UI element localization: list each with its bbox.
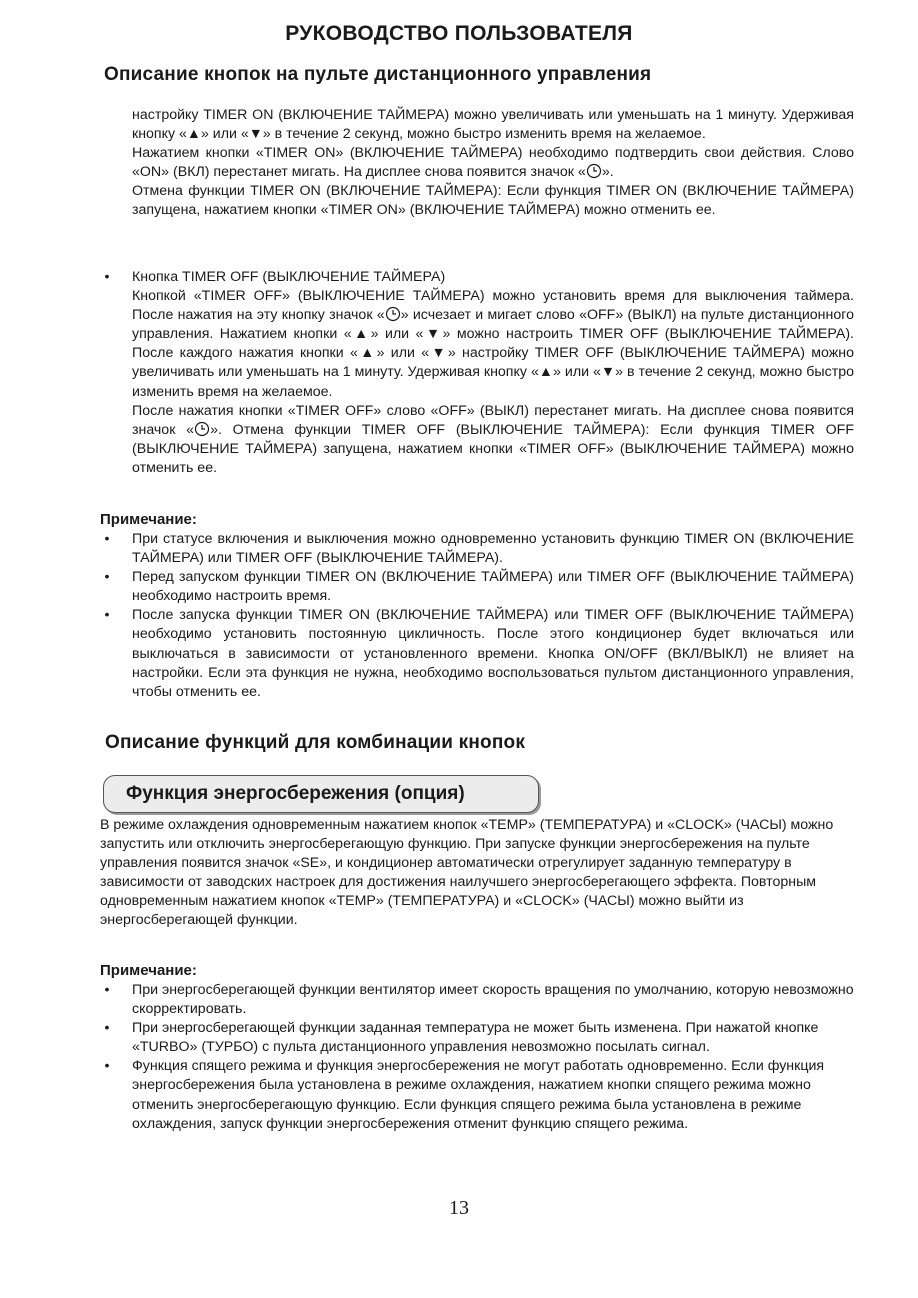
timer-off-set-paragraph [132, 287, 854, 402]
page-title: РУКОВОДСТВО ПОЛЬЗОВАТЕЛЯ [285, 22, 633, 45]
note-item-text: Перед запуском функции TIMER ON (ВКЛЮЧЕНИЕ ТАЙМЕРА) или TIMER OFF (ВЫКЛЮЧЕНИЕ ТАЙМЕРА) необходимо настроить время. [132, 569, 854, 605]
energy-saving-badge [103, 775, 539, 813]
timer-off-cancel-text-end: ». Отмена функции TIMER OFF (ВЫКЛЮЧЕНИЕ ТАЙМЕРА): Если функция TIMER OFF (ВЫКЛЮЧЕНИЕ ТАЙМЕРА) запущена, нажатием кнопки «TIMER OFF» (ВЫКЛЮЧЕНИЕ ТАЙМЕРА) можно отменить ее. [132, 421, 854, 476]
page-number: 13 [449, 1197, 469, 1219]
section-heading-button-combinations: Описание функций для комбинации кнопок [105, 732, 526, 753]
note-label: Примечание: [100, 962, 197, 979]
note-item-text: Функция спящего режима и функция энергосбережения не могут работать одновременно. Если функция энергосбережения была установлена в режиме охлаждения, нажатием кнопки спящего режима можно отменить энергосберегающую функцию. Если функция спящего режима была установлена в режиме охлаждения, запуск функции энергосбережения отменит функцию спящего режима. [132, 1058, 825, 1132]
list-item [100, 1057, 854, 1133]
bullet-marker: • [104, 607, 110, 624]
list-item [100, 1019, 854, 1057]
clock-icon [586, 163, 602, 179]
timer-off-cancel-text: После нажатия кнопки «TIMER OFF» слово «OFF» (ВЫКЛ) перестанет мигать. На дисплее снова появится значок « [132, 402, 854, 438]
list-item [100, 530, 854, 568]
list-item [100, 606, 854, 701]
bullet-marker: • [104, 1020, 110, 1037]
bullet-marker: • [104, 982, 110, 998]
note-block-energy [100, 961, 854, 1134]
bullet-marker: • [104, 531, 110, 547]
section-heading-remote-buttons: Описание кнопок на пульте дистанционного управления [104, 64, 652, 85]
bullet-marker: • [104, 569, 110, 586]
note-item-text: При статусе включения и выключения можно одновременно установить функцию TIMER ON (ВКЛЮЧЕНИЕ ТАЙМЕРА) или TIMER OFF (ВЫКЛЮЧЕНИЕ ТАЙМЕРА). [132, 531, 854, 567]
timer-off-title: Кнопка TIMER OFF (ВЫКЛЮЧЕНИЕ ТАЙМЕРА) [132, 269, 446, 285]
list-item [100, 268, 854, 478]
timer-on-cancel-paragraph: Отмена функции TIMER ON (ВКЛЮЧЕНИЕ ТАЙМЕРА): Если функция TIMER ON (ВКЛЮЧЕНИЕ ТАЙМЕРА) запущена, нажатием кнопки «TIMER ON» (ВКЛЮЧЕНИЕ ТАЙМЕРА) можно отменить ее. [132, 183, 854, 219]
timer-on-confirm-text-end: ». [601, 164, 614, 181]
list-item [100, 981, 854, 1019]
timer-off-set-text-end: » исчезает и мигает слово «OFF» (ВЫКЛ) на пульте дистанционного управления. Нажатием кнопки «▲» или «▼» можно настроить TIMER OFF (ВЫКЛЮЧЕНИЕ ТАЙМЕРА). После каждого нажатия кнопки «▲» или «▼» настройку TIMER OFF (ВЫКЛЮЧЕНИЕ ТАЙМЕРА) можно увеличивать или уменьшать на 1 минуту. Удерживая кнопку «▲» или «▼» в течение 2 секунд, можно быстро изменить время на желаемое. [132, 307, 854, 400]
timer-on-confirm-text: Нажатием кнопки «TIMER ON» (ВКЛЮЧЕНИЕ ТАЙМЕРА) необходимо подтвердить свои действия. Слово «ON» (ВКЛ) перестанет мигать. На дисплее снова появится значок « [132, 145, 854, 181]
timer-off-section [100, 268, 854, 478]
note-item-text: При энергосберегающей функции вентилятор имеет скорость вращения по умолчанию, которую невозможно скорректировать. [132, 982, 854, 1018]
timer-on-section [132, 106, 854, 221]
list-item [100, 568, 854, 606]
timer-off-cancel-paragraph [132, 402, 854, 478]
timer-on-confirm-paragraph [132, 144, 854, 182]
timer-on-adjust-paragraph: настройку TIMER ON (ВКЛЮЧЕНИЕ ТАЙМЕРА) можно увеличивать или уменьшать на 1 минуту. Удерживая кнопку «▲» или «▼» в течение 2 секунд, можно быстро изменить время на желаемое. [132, 107, 854, 143]
clock-icon [385, 306, 401, 322]
energy-saving-paragraph: В режиме охлаждения одновременным нажатием кнопок «TEMP» (ТЕМПЕРАТУРА) и «CLOCK» (ЧАСЫ) можно запустить или отключить энергосберегающую функцию. При запуске функции энергосбережения на пульте управления появится значок «SE», и кондиционер автоматически отрегулирует заданную температуру в зависимости от заводских настроек для достижения наилучшего энергосберегающего эффекта. Повторным одновременным нажатием кнопок «TEMP» (ТЕМПЕРАТУРА) и «CLOCK» (ЧАСЫ) можно выйти из энергосберегающей функции. [100, 817, 834, 929]
note-item-text: После запуска функции TIMER ON (ВКЛЮЧЕНИЕ ТАЙМЕРА) или TIMER OFF (ВЫКЛЮЧЕНИЕ ТАЙМЕРА) необходимо установить постоянную цикличность. После этого кондиционер будет включаться или выключаться в зависимости от установленного времени. Кнопка ON/OFF (ВКЛ/ВЫКЛ) не влияет на настройки. Если эта функция не нужна, необходимо воспользоваться пультом дистанционного управления, чтобы отменить ее. [132, 607, 854, 700]
note-item-text: При энергосберегающей функции заданная температура не может быть изменена. При нажатой кнопке «TURBO» (ТУРБО) с пульта дистанционного управления невозможно посылать сигнал. [132, 1020, 819, 1056]
energy-saving-badge-label: Функция энергосбережения (опция) [126, 783, 465, 804]
bullet-marker: • [104, 269, 110, 285]
timer-off-set-text: Кнопкой «TIMER OFF» (ВЫКЛЮЧЕНИЕ ТАЙМЕРА) можно установить время для выключения таймера. После нажатия на эту кнопку значок « [132, 288, 854, 324]
note-block-timer [100, 510, 854, 702]
note-label: Примечание: [100, 511, 197, 528]
clock-icon [194, 421, 210, 437]
bullet-marker: • [104, 1058, 110, 1075]
